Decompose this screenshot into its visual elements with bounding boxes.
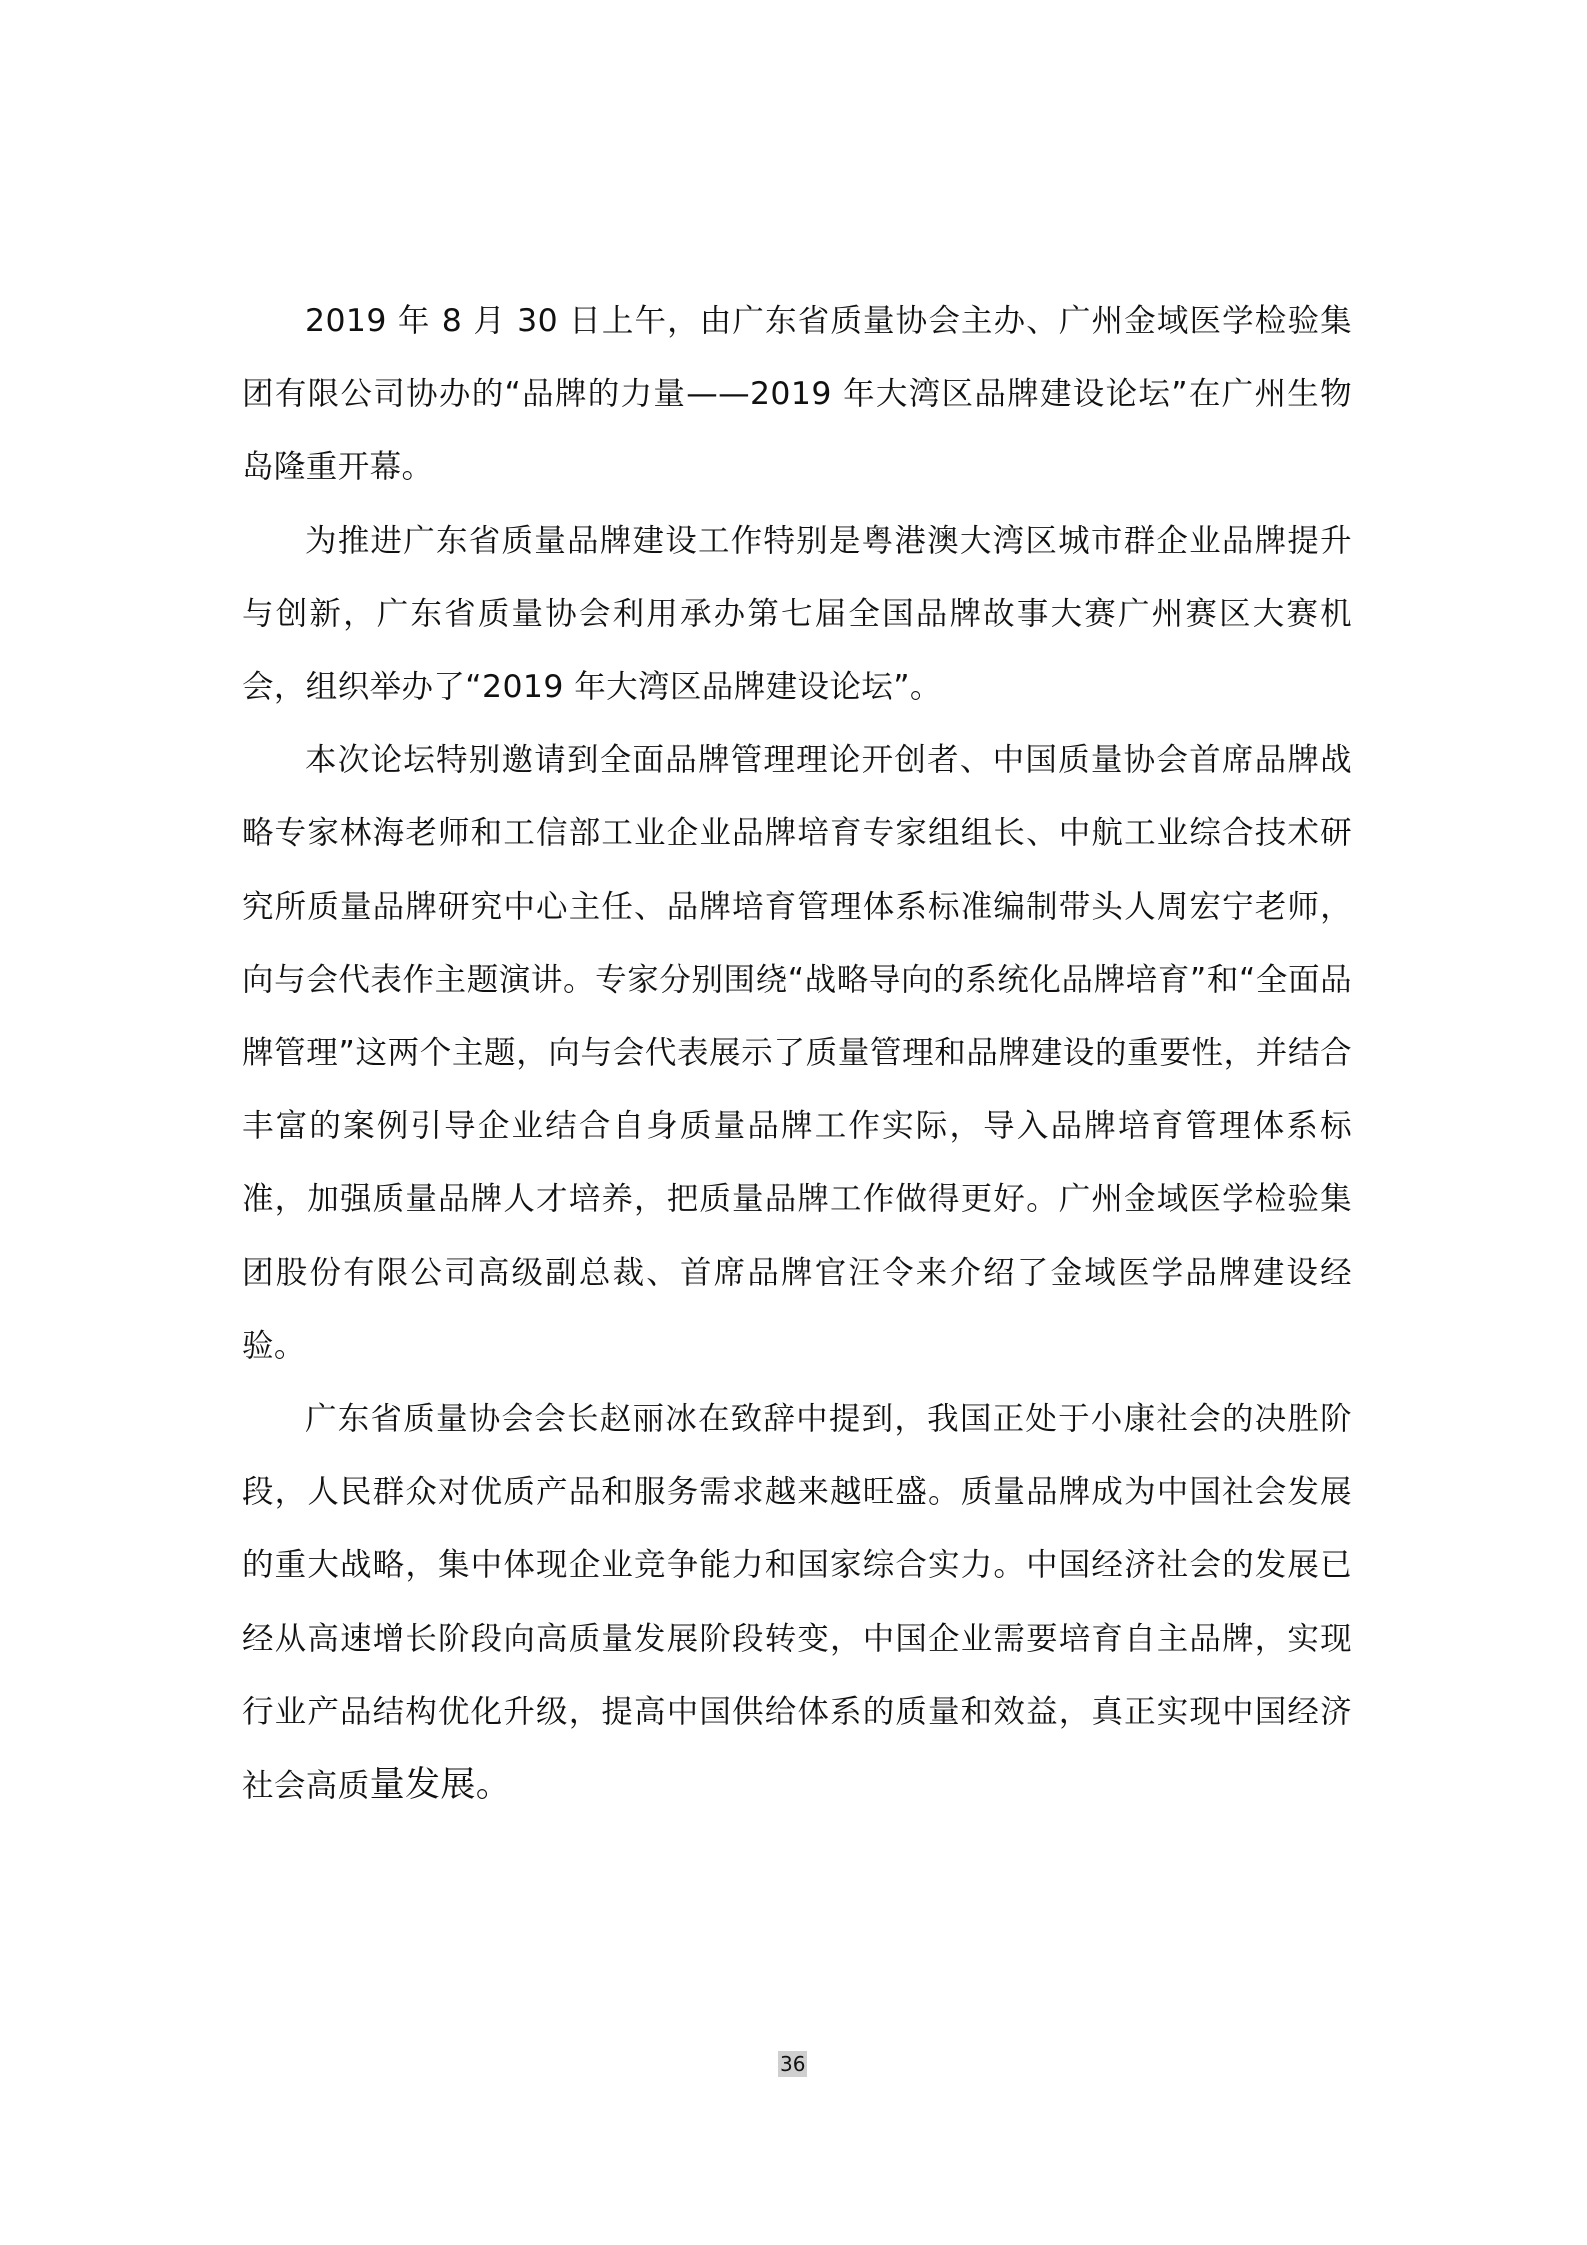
paragraph-president-speech-tail: 量发展。 <box>369 1765 512 1806</box>
paragraph-forum-opening: 2019 年 8 月 30 日上午，由广东省质量协会主办、广州金域医学检验集团有限公司协办的“品牌的力量——2019 年大湾区品牌建设论坛”在广州生物岛隆重开幕。 <box>242 303 1352 486</box>
paragraph-president-speech <box>242 1383 1352 1823</box>
article-body <box>242 285 1352 1823</box>
paragraph-president-speech-main: 广东省质量协会会长赵丽冰在致辞中提到，我国正处于小康社会的决胜阶段，人民群众对优质产品和服务需求越来越旺盛。质量品牌成为中国社会发展的重大战略，集中体现企业竞争能力和国家综合实力。中国经济社会的发展已经从高速增长阶段向高质量发展阶段转变，中国企业需要培育自主品牌，实现行业产品结构优化升级，提高中国供给体系的质量和效益，真正实现中国经济社会高质 <box>242 1401 1352 1805</box>
paragraph-forum-purpose: 为推进广东省质量品牌建设工作特别是粤港澳大湾区城市群企业品牌提升与创新，广东省质量协会利用承办第七届全国品牌故事大赛广州赛区大赛机会，组织举办了“2019 年大湾区品牌建设论坛”。 <box>242 522 1352 706</box>
page-number: 36 <box>780 2052 806 2076</box>
paragraph-expert-speeches: 本次论坛特别邀请到全面品牌管理理论开创者、中国质量协会首席品牌战略专家林海老师和工信部工业企业品牌培育专家组组长、中航工业综合技术研究所质量品牌研究中心主任、品牌培育管理体系标准编制带头人周宏宁老师，向与会代表作主题演讲。专家分别围绕“战略导向的系统化品牌培育”和“全面品牌管理”这两个主题，向与会代表展示了质量管理和品牌建设的重要性，并结合丰富的案例引导企业结合自身质量品牌工作实际，导入品牌培育管理体系标准，加强质量品牌人才培养，把质量品牌工作做得更好。广州金域医学检验集团股份有限公司高级副总裁、首席品牌官汪令来介绍了金域医学品牌建设经验。 <box>242 742 1352 1364</box>
